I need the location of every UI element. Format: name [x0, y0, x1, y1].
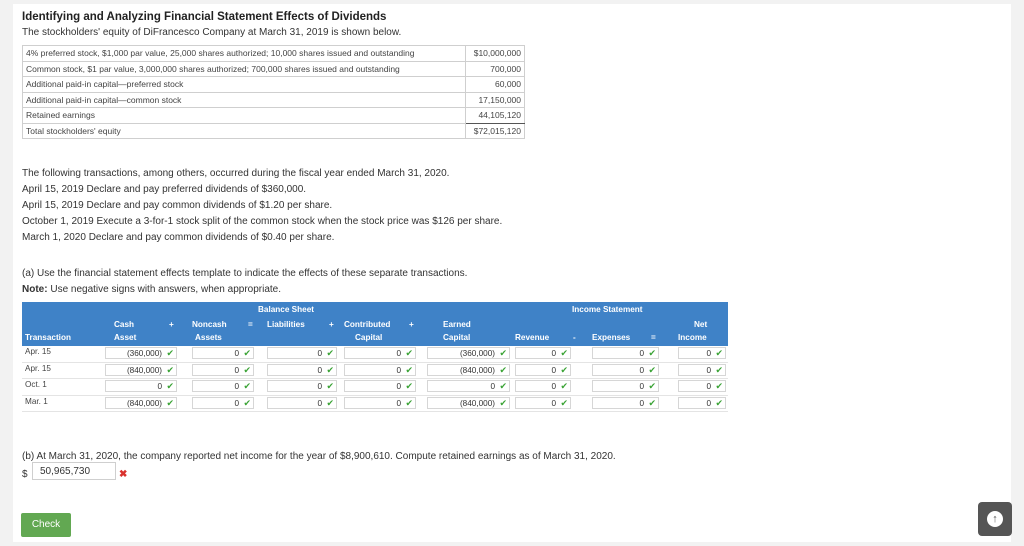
net-value: 0: [706, 398, 711, 408]
equity-row: [23, 123, 525, 139]
correct-check-icon: ✔: [715, 364, 723, 375]
correct-check-icon: ✔: [166, 348, 174, 358]
noncash-value: 0: [234, 349, 239, 358]
header-cash: Cash: [114, 320, 135, 329]
transaction-line: April 15, 2019 Declare and pay common dividends of $1.20 per share.: [22, 200, 333, 211]
revenue-input[interactable]: [515, 364, 571, 376]
liabilities-input[interactable]: [267, 380, 337, 392]
correct-check-icon: ✔: [648, 364, 656, 375]
correct-check-icon: ✔: [560, 364, 568, 375]
header-transaction: Transaction: [25, 333, 71, 342]
noncash-input[interactable]: [192, 364, 254, 376]
header-contributed: Contributed: [344, 320, 391, 329]
revenue-input[interactable]: [515, 380, 571, 392]
correct-check-icon: ✔: [499, 381, 507, 391]
liabilities-value: 0: [317, 398, 322, 408]
expenses-input[interactable]: [592, 347, 659, 359]
part-a-text: (a) Use the financial statement effects template to indicate the effects of these separate transactions.: [22, 268, 468, 279]
revenue-value: 0: [551, 365, 556, 375]
expenses-value: 0: [639, 365, 644, 375]
correct-check-icon: ✔: [326, 381, 334, 391]
correct-check-icon: ✔: [405, 348, 413, 358]
balance-sheet-heading: Balance Sheet: [258, 305, 314, 314]
row-transaction: Apr. 15: [25, 363, 51, 373]
correct-check-icon: ✔: [560, 348, 568, 358]
header-net: Net: [694, 320, 708, 329]
header-revenue: Revenue: [515, 333, 550, 342]
correct-check-icon: ✔: [405, 381, 413, 391]
problem-title: Identifying and Analyzing Financial Statement Effects of Dividends: [22, 11, 387, 23]
equity-label: Additional paid-in capital—preferred stock: [23, 77, 466, 93]
template-row: [22, 379, 728, 396]
op-plus: +: [409, 320, 414, 329]
template-rows: [22, 346, 728, 412]
net-value: 0: [706, 365, 711, 375]
earned-input[interactable]: [427, 364, 510, 376]
check-button[interactable]: Check: [21, 513, 71, 537]
earned-value: (840,000): [459, 365, 495, 375]
cash-input[interactable]: [105, 397, 177, 409]
correct-check-icon: ✔: [405, 397, 413, 408]
correct-check-icon: ✔: [648, 381, 656, 391]
noncash-input[interactable]: [192, 380, 254, 392]
correct-check-icon: ✔: [166, 381, 174, 391]
noncash-input[interactable]: [192, 397, 254, 409]
cash-value: (360,000): [126, 349, 162, 358]
liabilities-value: 0: [317, 382, 322, 391]
header-expenses: Expenses: [592, 333, 631, 342]
expenses-value: 0: [639, 349, 644, 358]
earned-value: (840,000): [459, 398, 495, 408]
scroll-to-top-button[interactable]: [978, 502, 1012, 536]
template-row: [22, 363, 728, 380]
op-plus: +: [169, 320, 174, 329]
contributed-value: 0: [396, 349, 401, 358]
dollar-sign: $: [22, 469, 28, 480]
net-input[interactable]: [678, 347, 726, 359]
header-cash-asset: Asset: [114, 333, 137, 342]
revenue-value: 0: [551, 349, 556, 358]
row-transaction: Oct. 1: [25, 380, 47, 389]
equity-amount: 44,105,120: [466, 108, 525, 124]
correct-check-icon: ✔: [715, 348, 723, 358]
cash-value: (840,000): [126, 365, 162, 375]
correct-check-icon: ✔: [243, 397, 251, 408]
equity-row: [23, 77, 525, 93]
op-equals: =: [651, 333, 656, 342]
header-net-income: Income: [678, 333, 707, 342]
expenses-value: 0: [639, 398, 644, 408]
op-plus: +: [329, 320, 334, 329]
liabilities-input[interactable]: [267, 347, 337, 359]
incorrect-icon: ✖: [119, 469, 128, 480]
correct-check-icon: ✔: [499, 397, 507, 408]
row-transaction: Mar. 1: [25, 396, 48, 406]
equity-amount: 17,150,000: [466, 92, 525, 108]
noncash-input[interactable]: [192, 347, 254, 359]
revenue-value: 0: [551, 398, 556, 408]
equity-row: [23, 108, 525, 124]
contributed-value: 0: [396, 382, 401, 391]
template-row: [22, 346, 728, 363]
equity-amount: $10,000,000: [466, 46, 525, 62]
note-label: Note:: [22, 284, 48, 295]
net-input[interactable]: [678, 380, 726, 392]
liabilities-input[interactable]: [267, 364, 337, 376]
cash-value: 0: [157, 382, 162, 391]
correct-check-icon: ✔: [648, 397, 656, 408]
cash-input[interactable]: [105, 347, 177, 359]
correct-check-icon: ✔: [560, 397, 568, 408]
equity-row: [23, 46, 525, 62]
correct-check-icon: ✔: [715, 381, 723, 391]
correct-check-icon: ✔: [243, 348, 251, 358]
equity-amount: $72,015,120: [466, 123, 525, 139]
revenue-input[interactable]: [515, 347, 571, 359]
contributed-input[interactable]: [344, 364, 416, 376]
transactions-intro: The following transactions, among others, occurred during the fiscal year ended March 31, 2020.: [22, 168, 450, 179]
header-earned: Earned: [443, 320, 471, 329]
problem-card: [13, 4, 1011, 542]
equity-label: 4% preferred stock, $1,000 par value, 25,000 shares authorized; 10,000 shares issued and outstanding: [23, 46, 466, 62]
note-line: [22, 284, 281, 295]
cash-value: (840,000): [126, 398, 162, 408]
equity-label: Total stockholders' equity: [23, 123, 466, 139]
template-header: [22, 302, 728, 346]
liabilities-input[interactable]: [267, 397, 337, 409]
earned-input[interactable]: [427, 397, 510, 409]
transaction-line: March 1, 2020 Declare and pay common dividends of $0.40 per share.: [22, 232, 335, 243]
intro-text: The stockholders' equity of DiFrancesco Company at March 31, 2019 is shown below.: [22, 27, 402, 38]
contributed-value: 0: [396, 398, 401, 408]
noncash-value: 0: [234, 398, 239, 408]
cash-input[interactable]: [105, 380, 177, 392]
correct-check-icon: ✔: [499, 364, 507, 375]
net-value: 0: [706, 382, 711, 391]
correct-check-icon: ✔: [166, 397, 174, 408]
header-noncash: Noncash: [192, 320, 227, 329]
correct-check-icon: ✔: [326, 364, 334, 375]
expenses-input[interactable]: [592, 397, 659, 409]
contributed-value: 0: [396, 365, 401, 375]
net-value: 0: [706, 349, 711, 358]
correct-check-icon: ✔: [326, 348, 334, 358]
expenses-input[interactable]: [592, 380, 659, 392]
correct-check-icon: ✔: [499, 348, 507, 358]
liabilities-value: 0: [317, 365, 322, 375]
earned-value: 0: [490, 382, 495, 391]
note-text: Use negative signs with answers, when appropriate.: [47, 284, 282, 295]
equity-label: Retained earnings: [23, 108, 466, 124]
earned-value: (360,000): [459, 349, 495, 358]
noncash-value: 0: [234, 382, 239, 391]
equity-label: Additional paid-in capital—common stock: [23, 92, 466, 108]
equity-label: Common stock, $1 par value, 3,000,000 shares authorized; 700,000 shares issued and outstanding: [23, 61, 466, 77]
expenses-input[interactable]: [592, 364, 659, 376]
correct-check-icon: ✔: [243, 381, 251, 391]
equity-amount: 700,000: [466, 61, 525, 77]
equity-row: [23, 92, 525, 108]
correct-check-icon: ✔: [166, 364, 174, 375]
equity-amount: 60,000: [466, 77, 525, 93]
arrow-up-icon: ↑: [987, 511, 1003, 527]
correct-check-icon: ✔: [243, 364, 251, 375]
effects-template: [22, 302, 728, 412]
net-input[interactable]: [678, 364, 726, 376]
header-earned-capital: Capital: [443, 333, 471, 342]
template-row: [22, 396, 728, 413]
earned-input[interactable]: [427, 380, 510, 392]
correct-check-icon: ✔: [405, 364, 413, 375]
cash-input[interactable]: [105, 364, 177, 376]
transaction-line: October 1, 2019 Execute a 3-for-1 stock split of the common stock when the stock price was $126 per share.: [22, 216, 503, 227]
equity-row: [23, 61, 525, 77]
header-contributed-capital: Capital: [355, 333, 383, 342]
net-input[interactable]: [678, 397, 726, 409]
correct-check-icon: ✔: [715, 397, 723, 408]
correct-check-icon: ✔: [560, 381, 568, 391]
contributed-input[interactable]: [344, 397, 416, 409]
transaction-line: April 15, 2019 Declare and pay preferred dividends of $360,000.: [22, 184, 307, 195]
expenses-value: 0: [639, 382, 644, 391]
revenue-input[interactable]: [515, 397, 571, 409]
contributed-input[interactable]: [344, 380, 416, 392]
earned-input[interactable]: [427, 347, 510, 359]
contributed-input[interactable]: [344, 347, 416, 359]
revenue-value: 0: [551, 382, 556, 391]
header-noncash-assets: Assets: [195, 333, 222, 342]
row-transaction: Apr. 15: [25, 347, 51, 356]
part-b-text: (b) At March 31, 2020, the company reported net income for the year of $8,900,610. Compute retained earnings as of March 31, 2020.: [22, 451, 616, 462]
liabilities-value: 0: [317, 349, 322, 358]
retained-earnings-input[interactable]: 50,965,730: [32, 462, 116, 480]
income-statement-heading: Income Statement: [572, 305, 643, 314]
equity-table: [22, 45, 525, 139]
header-liabilities: Liabilities: [267, 320, 305, 329]
op-minus: -: [573, 333, 576, 342]
correct-check-icon: ✔: [648, 348, 656, 358]
op-equals: =: [248, 320, 253, 329]
noncash-value: 0: [234, 365, 239, 375]
correct-check-icon: ✔: [326, 397, 334, 408]
